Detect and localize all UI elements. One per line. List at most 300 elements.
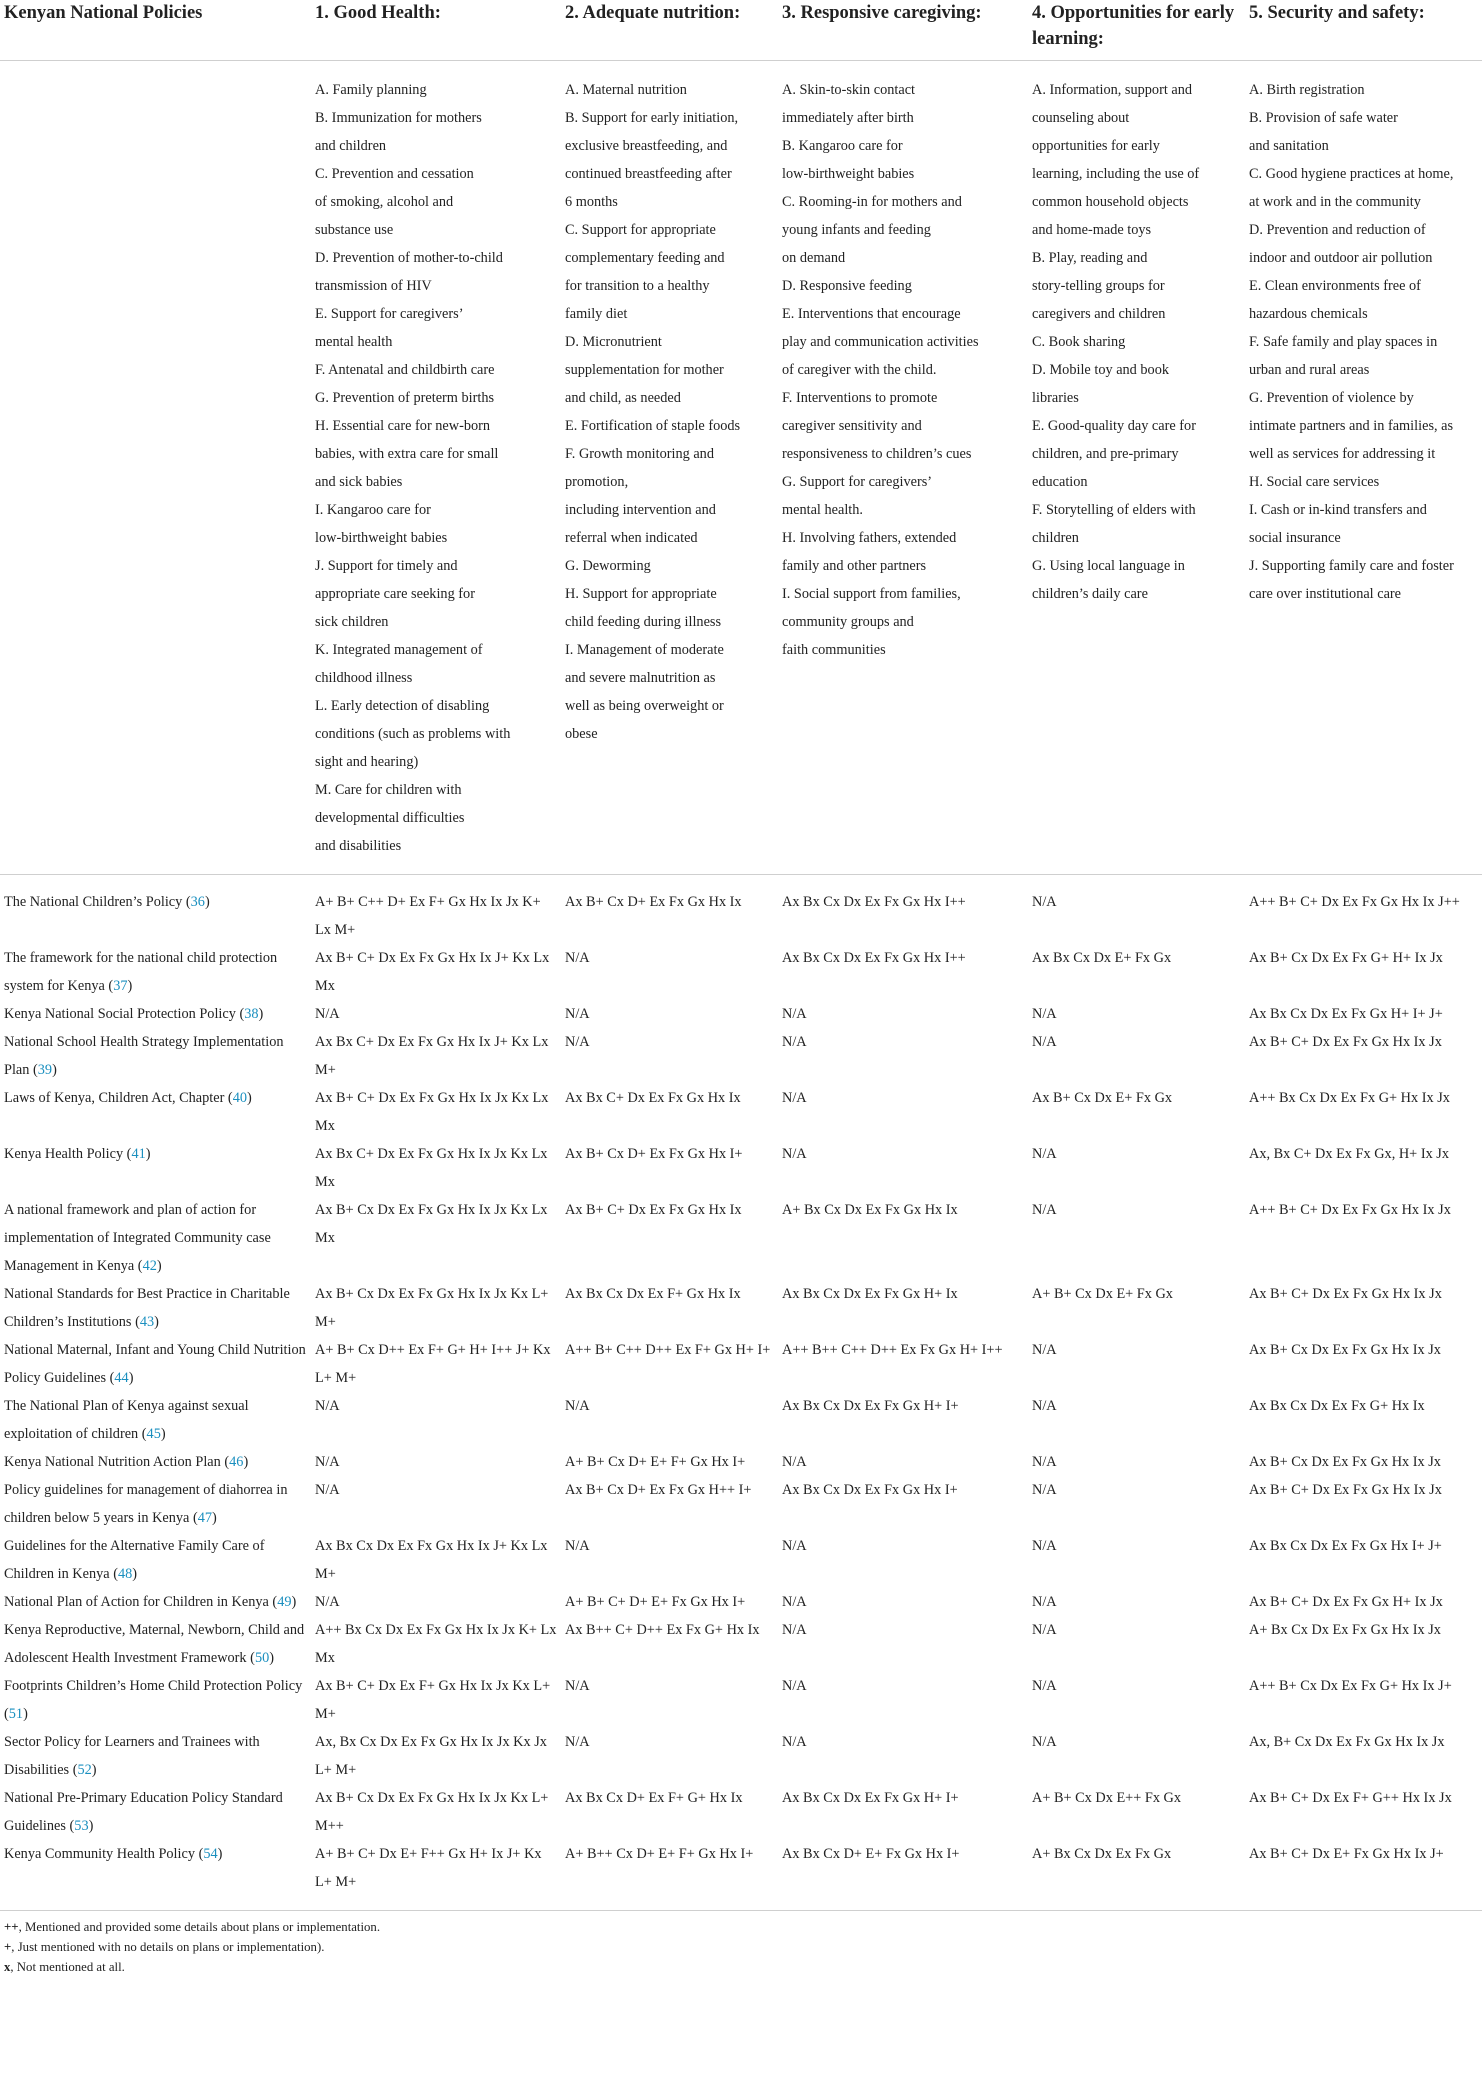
element-line: community groups and: [782, 614, 914, 630]
element-line: C. Good hygiene practices at home,: [1249, 166, 1454, 182]
element-line: counseling about: [1032, 110, 1130, 126]
learning-score-cell: N/A: [1032, 1006, 1057, 1022]
element-line: indoor and outdoor air pollution: [1249, 250, 1433, 266]
health-score-cell: N/A: [315, 1594, 340, 1610]
safety-score-cell: Ax B+ C+ Dx Ex Fx Gx Hx Ix Jx: [1249, 1286, 1442, 1302]
caregiving-score-cell: A++ B++ C++ D++ Ex Fx Gx H+ I++: [782, 1342, 1003, 1358]
element-line: social insurance: [1249, 530, 1341, 546]
policy-name: National Pre-Primary Education Policy Standard Guidelines: [4, 1790, 283, 1834]
element-line: low-birthweight babies: [315, 530, 448, 546]
safety-score-cell: Ax B+ C+ Dx Ex Fx Gx Hx Ix Jx: [1249, 1034, 1442, 1050]
health-score-cell: Ax Bx Cx Dx Ex Fx Gx Hx Ix J+ Kx Lx M+: [315, 1538, 548, 1582]
reference-link[interactable]: 41: [131, 1146, 146, 1162]
element-line: and severe malnutrition as: [565, 670, 716, 686]
element-line: B. Support for early initiation,: [565, 110, 739, 126]
caregiving-score-cell: N/A: [782, 1090, 807, 1106]
element-line: G. Prevention of violence by: [1249, 390, 1414, 406]
nutrition-score-cell: Ax B+ C+ Dx Ex Fx Gx Hx Ix: [565, 1202, 742, 1218]
element-line: hazardous chemicals: [1249, 306, 1368, 322]
element-line: G. Using local language in: [1032, 558, 1185, 574]
health-score-cell: Ax B+ C+ Dx Ex Fx Gx Hx Ix Jx Kx Lx Mx: [315, 1090, 549, 1134]
element-line: complementary feeding and: [565, 250, 725, 266]
policy-name-cell: Kenya Reproductive, Maternal, Newborn, Child and Adolescent Health Investment Framework (50): [4, 1622, 305, 1666]
element-line: childhood illness: [315, 670, 413, 686]
policy-row: [0, 1588, 1482, 1616]
legend-symbol: +: [4, 1940, 12, 1954]
nutrition-score-cell: Ax B+ Cx D+ Ex Fx Gx Hx I+: [565, 1146, 743, 1162]
element-line: opportunities for early: [1032, 138, 1160, 154]
learning-score-cell: N/A: [1032, 1342, 1057, 1358]
nutrition-score-cell: N/A: [565, 1678, 590, 1694]
caregiving-score-cell: N/A: [782, 1538, 807, 1554]
element-line: children’s daily care: [1032, 586, 1148, 602]
learning-score-cell: N/A: [1032, 1454, 1057, 1470]
safety-score-cell: Ax Bx Cx Dx Ex Fx Gx H+ I+ J+: [1249, 1006, 1443, 1022]
safety-score-cell: Ax B+ C+ Dx Ex Fx Gx H+ Ix Jx: [1249, 1594, 1443, 1610]
element-line: caregiver sensitivity and: [782, 418, 922, 434]
reference-link[interactable]: 52: [77, 1762, 92, 1778]
element-line: developmental difficulties: [315, 810, 465, 826]
element-line: faith communities: [782, 642, 886, 658]
health-score-cell: A++ Bx Cx Dx Ex Fx Gx Hx Ix Jx K+ Lx Mx: [315, 1622, 557, 1666]
element-line: and home-made toys: [1032, 222, 1152, 238]
element-line: B. Provision of safe water: [1249, 110, 1398, 126]
caregiving-score-cell: N/A: [782, 1678, 807, 1694]
element-line: libraries: [1032, 390, 1079, 406]
element-line: A. Family planning: [315, 82, 427, 98]
policy-row: [0, 944, 1482, 1000]
reference-link[interactable]: 53: [74, 1818, 89, 1834]
learning-score-cell: A+ Bx Cx Dx Ex Fx Gx: [1028, 1840, 1245, 1911]
element-line: story-telling groups for: [1032, 278, 1165, 294]
learning-score-cell: N/A: [1032, 1734, 1057, 1750]
safety-score-cell: Ax B+ Cx Dx Ex Fx Gx Hx Ix Jx: [1249, 1342, 1441, 1358]
legend-item: [4, 1957, 1478, 1977]
policy-name-cell: Kenya National Nutrition Action Plan (46): [4, 1454, 249, 1470]
policy-row: [0, 1448, 1482, 1476]
element-line: I. Cash or in-kind transfers and: [1249, 502, 1427, 518]
safety-elements: [1245, 61, 1482, 875]
element-line: J. Supporting family care and foster: [1249, 558, 1454, 574]
reference-link[interactable]: 50: [254, 1650, 270, 1666]
element-line: appropriate care seeking for: [315, 586, 475, 602]
policy-name-cell: Laws of Kenya, Children Act, Chapter (40): [4, 1090, 252, 1106]
reference-link[interactable]: 43: [139, 1314, 155, 1330]
policy-row: [0, 1280, 1482, 1336]
header-adequate-nutrition: 2. Adequate nutrition:: [561, 0, 778, 61]
safety-score-cell: Ax B+ C+ Dx E+ Fx Gx Hx Ix J+: [1245, 1840, 1482, 1911]
nutrition-score-cell: N/A: [565, 1538, 590, 1554]
element-line: conditions (such as problems with: [315, 726, 511, 742]
element-line: G. Support for caregivers’: [782, 474, 933, 490]
element-line: promotion,: [565, 474, 629, 490]
learning-score-cell: N/A: [1032, 1594, 1057, 1610]
learning-score-cell: N/A: [1032, 1538, 1057, 1554]
nutrition-score-cell: A+ B+ C+ D+ E+ Fx Gx Hx I+: [565, 1594, 746, 1610]
element-line: well as services for addressing it: [1249, 446, 1436, 462]
element-line: including intervention and: [565, 502, 716, 518]
policy-row: [0, 1784, 1482, 1840]
safety-score-cell: A++ B+ C+ Dx Ex Fx Gx Hx Ix Jx: [1249, 1202, 1451, 1218]
header-early-learning: 4. Opportunities for early learning:: [1028, 0, 1245, 61]
component-elements-row: [0, 61, 1482, 875]
health-score-cell: Ax, Bx Cx Dx Ex Fx Gx Hx Ix Jx Kx Jx L+ M+: [315, 1734, 547, 1778]
policy-name: Guidelines for the Alternative Family Care of Children in Kenya: [4, 1538, 265, 1582]
element-line: 6 months: [565, 194, 618, 210]
element-line: J. Support for timely and: [315, 558, 458, 574]
health-score-cell: Ax B+ Cx Dx Ex Fx Gx Hx Ix Jx Kx L+ M++: [315, 1790, 549, 1834]
element-line: C. Support for appropriate: [565, 222, 716, 238]
policy-name-cell: National Maternal, Infant and Young Child Nutrition Policy Guidelines (44): [4, 1342, 306, 1386]
element-line: sight and hearing): [315, 754, 419, 770]
policy-row: [0, 875, 1482, 945]
reference-link[interactable]: 40: [232, 1090, 247, 1106]
header-row: [0, 0, 1482, 61]
safety-score-cell: A++ B+ Cx Dx Ex Fx G+ Hx Ix J+: [1249, 1678, 1452, 1694]
learning-score-cell: N/A: [1032, 1146, 1057, 1162]
policy-name: The framework for the national child protection system for Kenya: [4, 950, 278, 994]
legend-symbol: x: [4, 1960, 11, 1974]
header-good-health: 1. Good Health:: [311, 0, 561, 61]
policy-name: Sector Policy for Learners and Trainees with Disabilities: [4, 1734, 260, 1778]
element-line: E. Support for caregivers’: [315, 306, 464, 322]
good-health-elements: [311, 61, 561, 875]
reference-link[interactable]: 51: [8, 1706, 24, 1722]
health-score-cell: A+ B+ C+ Dx E+ F++ Gx H+ Ix J+ Kx L+ M+: [311, 1840, 561, 1911]
nutrition-score-cell: Ax B++ C+ D++ Ex Fx G+ Hx Ix: [565, 1622, 760, 1638]
learning-score-cell: N/A: [1032, 1678, 1057, 1694]
safety-score-cell: Ax B+ Cx Dx Ex Fx G+ H+ Ix Jx: [1249, 950, 1443, 966]
element-line: A. Maternal nutrition: [565, 82, 687, 98]
element-line: young infants and feeding: [782, 222, 931, 238]
nutrition-score-cell: Ax Bx C+ Dx Ex Fx Gx Hx Ix: [565, 1090, 741, 1106]
legend-text: , Not mentioned at all.: [10, 1960, 125, 1974]
reference-link[interactable]: 36: [190, 894, 205, 910]
reference-link[interactable]: 38: [244, 1006, 259, 1022]
element-line: A. Birth registration: [1249, 82, 1365, 98]
nutrition-elements: [561, 61, 778, 875]
reference-link[interactable]: 47: [197, 1510, 213, 1526]
policy-row: [0, 1840, 1482, 1911]
element-line: and sick babies: [315, 474, 403, 490]
element-line: C. Book sharing: [1032, 334, 1126, 350]
policy-name-cell: National School Health Strategy Implementation Plan (39): [4, 1034, 284, 1078]
element-line: D. Responsive feeding: [782, 278, 912, 294]
element-line: education: [1032, 474, 1088, 490]
reference-link[interactable]: 48: [117, 1566, 133, 1582]
element-line: F. Growth monitoring and: [565, 446, 714, 462]
policy-name-cell: The National Plan of Kenya against sexual exploitation of children (45): [4, 1398, 249, 1442]
policy-name: National Standards for Best Practice in Charitable Children’s Institutions: [4, 1286, 290, 1330]
learning-score-cell: N/A: [1032, 1482, 1057, 1498]
health-score-cell: Ax B+ Cx Dx Ex Fx Gx Hx Ix Jx Kx Lx Mx: [315, 1202, 548, 1246]
element-line: D. Micronutrient: [565, 334, 662, 350]
element-line: play and communication activities: [782, 334, 979, 350]
caregiving-score-cell: Ax Bx Cx Dx Ex Fx Gx H+ Ix: [782, 1286, 958, 1302]
element-line: C. Rooming-in for mothers and: [782, 194, 962, 210]
element-line: of caregiver with the child.: [782, 362, 937, 378]
element-line: family and other partners: [782, 558, 927, 574]
policy-row: [0, 1392, 1482, 1448]
policy-name: The National Plan of Kenya against sexual exploitation of children: [4, 1398, 249, 1442]
caregiving-score-cell: N/A: [782, 1734, 807, 1750]
element-line: F. Interventions to promote: [782, 390, 938, 406]
nutrition-score-cell: N/A: [565, 950, 590, 966]
element-line: intimate partners and in families, as: [1249, 418, 1454, 434]
element-line: G. Prevention of preterm births: [315, 390, 495, 406]
safety-score-cell: Ax B+ C+ Dx Ex Fx Gx Hx Ix Jx: [1249, 1482, 1442, 1498]
element-line: H. Support for appropriate: [565, 586, 717, 602]
legend-text: , Mentioned and provided some details about plans or implementation.: [18, 1920, 381, 1934]
safety-score-cell: Ax Bx Cx Dx Ex Fx G+ Hx Ix: [1249, 1398, 1425, 1414]
element-line: E. Good-quality day care for: [1032, 418, 1196, 434]
element-line: F. Safe family and play spaces in: [1249, 334, 1438, 350]
caregiving-score-cell: Ax Bx Cx Dx Ex Fx Gx Hx I++: [782, 950, 966, 966]
reference-link[interactable]: 42: [142, 1258, 157, 1274]
policy-name-cell: Sector Policy for Learners and Trainees with Disabilities (52): [4, 1734, 260, 1778]
policy-name-cell: Kenya Community Health Policy (54): [0, 1840, 311, 1911]
policy-name-cell: The National Children’s Policy (36): [4, 894, 210, 910]
element-line: immediately after birth: [782, 110, 914, 126]
health-score-cell: Ax B+ C+ Dx Ex Fx Gx Hx Ix J+ Kx Lx Mx: [315, 950, 550, 994]
policy-name-cell: Guidelines for the Alternative Family Care of Children in Kenya (48): [4, 1538, 265, 1582]
nutrition-score-cell: N/A: [565, 1006, 590, 1022]
health-score-cell: Ax B+ C+ Dx Ex F+ Gx Hx Ix Jx Kx L+ M+: [315, 1678, 551, 1722]
element-line: learning, including the use of: [1032, 166, 1200, 182]
nutrition-score-cell: A+ B++ Cx D+ E+ F+ Gx Hx I+: [561, 1840, 778, 1911]
learning-elements: [1028, 61, 1245, 875]
policy-name-cell: National Plan of Action for Children in Kenya (49): [4, 1594, 297, 1610]
elements-blank-cell: [0, 61, 311, 875]
safety-score-cell: A+ Bx Cx Dx Ex Fx Gx Hx Ix Jx: [1249, 1622, 1441, 1638]
element-line: A. Skin-to-skin contact: [782, 82, 916, 98]
reference-link[interactable]: 39: [37, 1062, 53, 1078]
element-line: caregivers and children: [1032, 306, 1166, 322]
element-line: of smoking, alcohol and: [315, 194, 454, 210]
element-line: F. Storytelling of elders with: [1032, 502, 1196, 518]
caregiving-score-cell: N/A: [782, 1454, 807, 1470]
caregiving-score-cell: Ax Bx Cx Dx Ex Fx Gx H+ I+: [782, 1790, 959, 1806]
nutrition-score-cell: Ax B+ Cx D+ Ex Fx Gx Hx Ix: [565, 894, 742, 910]
caregiving-score-cell: Ax Bx Cx Dx Ex Fx Gx Hx I+: [782, 1482, 958, 1498]
element-line: transmission of HIV: [315, 278, 432, 294]
health-score-cell: A+ B+ C++ D+ Ex F+ Gx Hx Ix Jx K+ Lx M+: [315, 894, 541, 938]
policy-name-cell: Footprints Children’s Home Child Protection Policy (51): [4, 1678, 303, 1722]
policy-name: Kenya National Social Protection Policy: [4, 1006, 236, 1022]
caregiving-score-cell: N/A: [782, 1034, 807, 1050]
element-line: D. Prevention of mother-to-child: [315, 250, 503, 266]
policy-name: A national framework and plan of action for implementation of Integrated Community case Management in Kenya: [4, 1202, 271, 1274]
element-line: G. Deworming: [565, 558, 651, 574]
element-line: family diet: [565, 306, 628, 322]
element-line: E. Interventions that encourage: [782, 306, 961, 322]
element-line: urban and rural areas: [1249, 362, 1370, 378]
nutrition-score-cell: A+ B+ Cx D+ E+ F+ Gx Hx I+: [565, 1454, 746, 1470]
element-line: F. Antenatal and childbirth care: [315, 362, 495, 378]
policy-name: National Maternal, Infant and Young Child Nutrition Policy Guidelines: [4, 1342, 306, 1386]
health-score-cell: N/A: [315, 1398, 340, 1414]
reference-link[interactable]: 46: [229, 1454, 244, 1470]
caregiving-score-cell: N/A: [782, 1594, 807, 1610]
element-line: M. Care for children with: [315, 782, 462, 798]
element-line: and sanitation: [1249, 138, 1329, 154]
caregiving-score-cell: N/A: [782, 1622, 807, 1638]
element-line: B. Kangaroo care for: [782, 138, 903, 154]
policy-row: [0, 1336, 1482, 1392]
element-line: exclusive breastfeeding, and: [565, 138, 728, 154]
learning-score-cell: A+ B+ Cx Dx E+ Fx Gx: [1032, 1286, 1173, 1302]
nutrition-score-cell: Ax Bx Cx Dx Ex F+ Gx Hx Ix: [565, 1286, 741, 1302]
policy-row: [0, 1532, 1482, 1588]
header-security-safety: 5. Security and safety:: [1245, 0, 1482, 61]
policy-name: Footprints Children’s Home Child Protection Policy: [4, 1678, 303, 1694]
policy-name: The National Children’s Policy: [4, 894, 183, 910]
policy-name: National School Health Strategy Implementation Plan: [4, 1034, 284, 1078]
health-score-cell: N/A: [315, 1482, 340, 1498]
element-line: well as being overweight or: [565, 698, 724, 714]
element-line: supplementation for mother: [565, 362, 724, 378]
health-score-cell: Ax Bx C+ Dx Ex Fx Gx Hx Ix J+ Kx Lx M+: [315, 1034, 549, 1078]
health-score-cell: N/A: [315, 1006, 340, 1022]
caregiving-score-cell: A+ Bx Cx Dx Ex Fx Gx Hx Ix: [782, 1202, 958, 1218]
caregiving-score-cell: Ax Bx Cx Dx Ex Fx Gx H+ I+: [782, 1398, 959, 1414]
element-line: care over institutional care: [1249, 586, 1402, 602]
safety-score-cell: Ax, B+ Cx Dx Ex Fx Gx Hx Ix Jx: [1249, 1734, 1445, 1750]
table-legend: [0, 1911, 1482, 1977]
learning-score-cell: N/A: [1032, 1202, 1057, 1218]
reference-link[interactable]: 44: [114, 1370, 129, 1386]
nutrition-score-cell: Ax Bx Cx D+ Ex F+ G+ Hx Ix: [565, 1790, 743, 1806]
element-line: sick children: [315, 614, 389, 630]
learning-score-cell: N/A: [1032, 1398, 1057, 1414]
element-line: and disabilities: [315, 838, 402, 854]
health-score-cell: Ax Bx C+ Dx Ex Fx Gx Hx Ix Jx Kx Lx Mx: [315, 1146, 548, 1190]
safety-score-cell: Ax B+ C+ Dx Ex F+ G++ Hx Ix Jx: [1249, 1790, 1452, 1806]
element-line: C. Prevention and cessation: [315, 166, 474, 182]
element-line: H. Social care services: [1249, 474, 1380, 490]
policy-name-cell: National Standards for Best Practice in Charitable Children’s Institutions (43): [4, 1286, 290, 1330]
policy-row: [0, 1196, 1482, 1280]
learning-score-cell: N/A: [1032, 1034, 1057, 1050]
nutrition-score-cell: N/A: [565, 1734, 590, 1750]
policy-name: National Plan of Action for Children in Kenya: [4, 1594, 269, 1610]
element-line: L. Early detection of disabling: [315, 698, 490, 714]
element-line: continued breastfeeding after: [565, 166, 732, 182]
policy-name: Kenya Reproductive, Maternal, Newborn, Child and Adolescent Health Investment Framework: [4, 1622, 305, 1666]
element-line: A. Information, support and: [1032, 82, 1193, 98]
reference-link[interactable]: 37: [113, 978, 128, 994]
health-score-cell: N/A: [315, 1454, 340, 1470]
policy-name-cell: Kenya National Social Protection Policy (38): [4, 1006, 264, 1022]
element-line: low-birthweight babies: [782, 166, 915, 182]
reference-link[interactable]: 54: [203, 1846, 218, 1862]
policy-name: Kenya Community Health Policy: [4, 1846, 195, 1862]
caregiving-score-cell: N/A: [782, 1006, 807, 1022]
reference-link[interactable]: 45: [146, 1426, 161, 1442]
policy-row: [0, 1084, 1482, 1140]
element-line: I. Management of moderate: [565, 642, 724, 658]
policy-row: [0, 1616, 1482, 1672]
policy-name-cell: Kenya Health Policy (41): [4, 1146, 151, 1162]
element-line: at work and in the community: [1249, 194, 1421, 210]
legend-text: , Just mentioned with no details on plans or implementation).: [11, 1940, 325, 1954]
policy-name: Kenya Health Policy: [4, 1146, 124, 1162]
element-line: mental health: [315, 334, 393, 350]
policy-name-cell: The framework for the national child protection system for Kenya (37): [4, 950, 278, 994]
header-responsive-caregiving: 3. Responsive caregiving:: [778, 0, 1028, 61]
policy-row: [0, 1728, 1482, 1784]
policy-name: Laws of Kenya, Children Act, Chapter: [4, 1090, 225, 1106]
nutrition-score-cell: A++ B+ C++ D++ Ex F+ Gx H+ I+: [565, 1342, 771, 1358]
element-line: B. Play, reading and: [1032, 250, 1148, 266]
policy-name: Kenya National Nutrition Action Plan: [4, 1454, 221, 1470]
policy-row: [0, 1140, 1482, 1196]
element-line: and child, as needed: [565, 390, 681, 406]
element-line: child feeding during illness: [565, 614, 722, 630]
policy-row: [0, 1028, 1482, 1084]
element-line: E. Fortification of staple foods: [565, 418, 741, 434]
learning-score-cell: N/A: [1032, 894, 1057, 910]
policy-name-cell: National Pre-Primary Education Policy Standard Guidelines (53): [4, 1790, 283, 1834]
policy-row: [0, 1672, 1482, 1728]
caregiving-score-cell: Ax Bx Cx D+ E+ Fx Gx Hx I+: [778, 1840, 1028, 1911]
header-policies: Kenyan National Policies: [0, 0, 311, 61]
caregiving-score-cell: Ax Bx Cx Dx Ex Fx Gx Hx I++: [782, 894, 966, 910]
element-line: responsiveness to children’s cues: [782, 446, 972, 462]
safety-score-cell: Ax, Bx C+ Dx Ex Fx Gx, H+ Ix Jx: [1249, 1146, 1450, 1162]
element-line: mental health.: [782, 502, 863, 518]
learning-score-cell: A+ B+ Cx Dx E++ Fx Gx: [1032, 1790, 1182, 1806]
caregiving-elements: [778, 61, 1028, 875]
legend-item: [4, 1917, 1478, 1937]
safety-score-cell: Ax Bx Cx Dx Ex Fx Gx Hx I+ J+: [1249, 1538, 1442, 1554]
element-line: and children: [315, 138, 387, 154]
element-line: on demand: [782, 250, 846, 266]
policy-name-cell: A national framework and plan of action for implementation of Integrated Community case Management in Kenya (42): [4, 1202, 271, 1274]
safety-score-cell: Ax B+ Cx Dx Ex Fx Gx Hx Ix Jx: [1249, 1454, 1441, 1470]
element-line: common household objects: [1032, 194, 1189, 210]
learning-score-cell: Ax Bx Cx Dx E+ Fx Gx: [1032, 950, 1172, 966]
health-score-cell: Ax B+ Cx Dx Ex Fx Gx Hx Ix Jx Kx L+ M+: [315, 1286, 549, 1330]
element-line: I. Kangaroo care for: [315, 502, 431, 518]
element-line: B. Immunization for mothers: [315, 110, 482, 126]
nutrition-score-cell: Ax B+ Cx D+ Ex Fx Gx H++ I+: [565, 1482, 752, 1498]
health-score-cell: A+ B+ Cx D++ Ex F+ G+ H+ I++ J+ Kx L+ M+: [315, 1342, 551, 1386]
safety-score-cell: A++ Bx Cx Dx Ex Fx G+ Hx Ix Jx: [1249, 1090, 1450, 1106]
element-line: I. Social support from families,: [782, 586, 961, 602]
policy-name: Policy guidelines for management of diahorrea in children below 5 years in Kenya: [4, 1482, 288, 1526]
legend-symbol: ++: [4, 1920, 19, 1934]
element-line: babies, with extra care for small: [315, 446, 499, 462]
element-line: D. Prevention and reduction of: [1249, 222, 1426, 238]
policy-row: [0, 1476, 1482, 1532]
element-line: children, and pre-primary: [1032, 446, 1179, 462]
legend-item: [4, 1937, 1478, 1957]
element-line: D. Mobile toy and book: [1032, 362, 1170, 378]
element-line: H. Involving fathers, extended: [782, 530, 957, 546]
reference-link[interactable]: 49: [277, 1594, 292, 1610]
element-line: substance use: [315, 222, 394, 238]
element-line: K. Integrated management of: [315, 642, 483, 658]
nutrition-score-cell: N/A: [565, 1034, 590, 1050]
policy-row: [0, 1000, 1482, 1028]
learning-score-cell: Ax B+ Cx Dx E+ Fx Gx: [1032, 1090, 1173, 1106]
learning-score-cell: N/A: [1032, 1622, 1057, 1638]
caregiving-score-cell: N/A: [782, 1146, 807, 1162]
safety-score-cell: A++ B+ C+ Dx Ex Fx Gx Hx Ix J++: [1249, 894, 1460, 910]
element-line: obese: [565, 726, 598, 742]
element-line: for transition to a healthy: [565, 278, 710, 294]
